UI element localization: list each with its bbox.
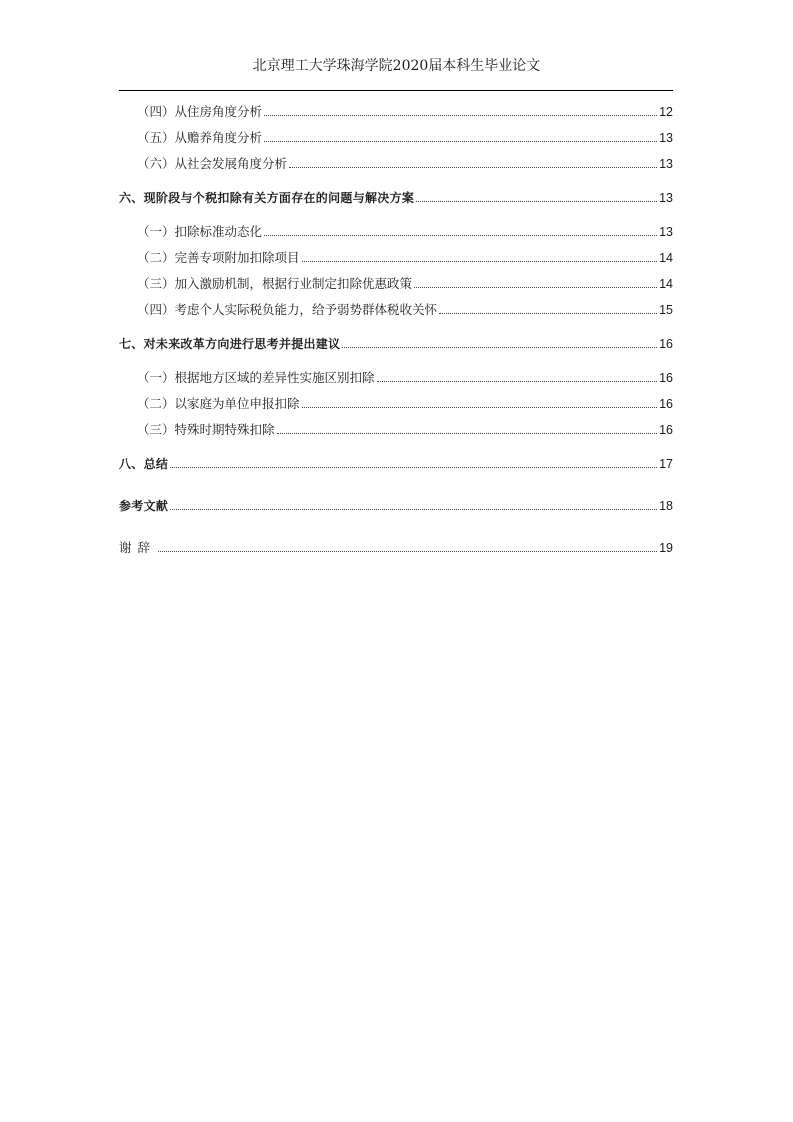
- toc-entry-label: （四）从住房角度分析: [137, 104, 263, 119]
- page-header-title: 北京理工大学珠海学院2020届本科生毕业论文: [252, 58, 541, 74]
- toc-entry-page: 16: [659, 371, 673, 385]
- toc-leader-dots: [302, 407, 657, 408]
- toc-leader-dots: [264, 115, 657, 116]
- toc-entry-label: （四）考虑个人实际税负能力，给予弱势群体税收关怀: [137, 302, 438, 317]
- toc-leader-dots: [289, 167, 657, 168]
- toc-entry-page: 14: [659, 277, 673, 291]
- toc-chapter-entry[interactable]: [119, 184, 673, 206]
- toc-entry-label: （二）以家庭为单位申报扣除: [137, 396, 300, 411]
- toc-chapter-entry[interactable]: [119, 492, 673, 514]
- toc-entry-label: （三）特殊时期特殊扣除: [137, 422, 275, 437]
- toc-entry[interactable]: [119, 270, 673, 292]
- toc-entry-page: 13: [659, 191, 673, 205]
- toc-leader-dots: [416, 201, 657, 202]
- toc-entry[interactable]: [119, 124, 673, 146]
- toc-entry-label: （一）根据地方区域的差异性实施区别扣除: [137, 370, 375, 385]
- toc-entry[interactable]: [119, 218, 673, 240]
- toc-entry-page: 19: [659, 541, 673, 555]
- toc-entry-page: 17: [659, 457, 673, 471]
- toc-entry[interactable]: [119, 364, 673, 386]
- toc-entry-page: 16: [659, 337, 673, 351]
- toc-leader-dots: [170, 509, 657, 510]
- toc-leader-dots: [264, 141, 657, 142]
- toc-entry[interactable]: [119, 296, 673, 318]
- toc-entry[interactable]: [119, 150, 673, 172]
- toc-entry-page: 12: [659, 105, 673, 119]
- toc-leader-dots: [377, 381, 657, 382]
- toc-leader-dots: [170, 467, 657, 468]
- toc-leader-dots: [302, 261, 657, 262]
- toc-entry-label: 六、现阶段与个税扣除有关方面存在的问题与解决方案: [119, 191, 415, 205]
- toc-entry-label: 七、对未来改革方向进行思考并提出建议: [119, 337, 341, 351]
- toc-entry-label: （三）加入激励机制，根据行业制定扣除优惠政策: [137, 276, 413, 291]
- toc-leader-dots: [264, 235, 657, 236]
- toc-entry-label: 八、总结: [119, 457, 169, 471]
- toc-entry-page: 13: [659, 157, 673, 171]
- toc-entry[interactable]: [119, 390, 673, 412]
- toc-entry[interactable]: [119, 98, 673, 120]
- toc-entry[interactable]: [119, 416, 673, 438]
- toc-entry-label: 谢辞: [119, 540, 157, 555]
- toc-leader-dots: [439, 313, 657, 314]
- toc-chapter-entry[interactable]: [119, 534, 673, 556]
- toc-leader-dots: [414, 287, 657, 288]
- toc-entry-page: 14: [659, 251, 673, 265]
- toc-entry-page: 15: [659, 303, 673, 317]
- toc-entry-page: 16: [659, 397, 673, 411]
- toc-entry-label: 参考文献: [119, 499, 169, 513]
- toc-chapter-entry[interactable]: [119, 330, 673, 352]
- toc-leader-dots: [158, 551, 657, 552]
- toc-chapter-entry[interactable]: [119, 450, 673, 472]
- toc-leader-dots: [277, 433, 657, 434]
- header-divider: [119, 90, 673, 91]
- toc-entry-label: （五）从赡养角度分析: [137, 130, 263, 145]
- toc-entry-page: 18: [659, 499, 673, 513]
- toc-entry-page: 13: [659, 131, 673, 145]
- toc-entry-label: （二）完善专项附加扣除项目: [137, 250, 300, 265]
- toc-entry-label: （一）扣除标准动态化: [137, 224, 263, 239]
- toc-leader-dots: [342, 347, 657, 348]
- toc-entry-page: 16: [659, 423, 673, 437]
- toc-entry-page: 13: [659, 225, 673, 239]
- toc-entry-label: （六）从社会发展角度分析: [137, 156, 288, 171]
- toc-entry[interactable]: [119, 244, 673, 266]
